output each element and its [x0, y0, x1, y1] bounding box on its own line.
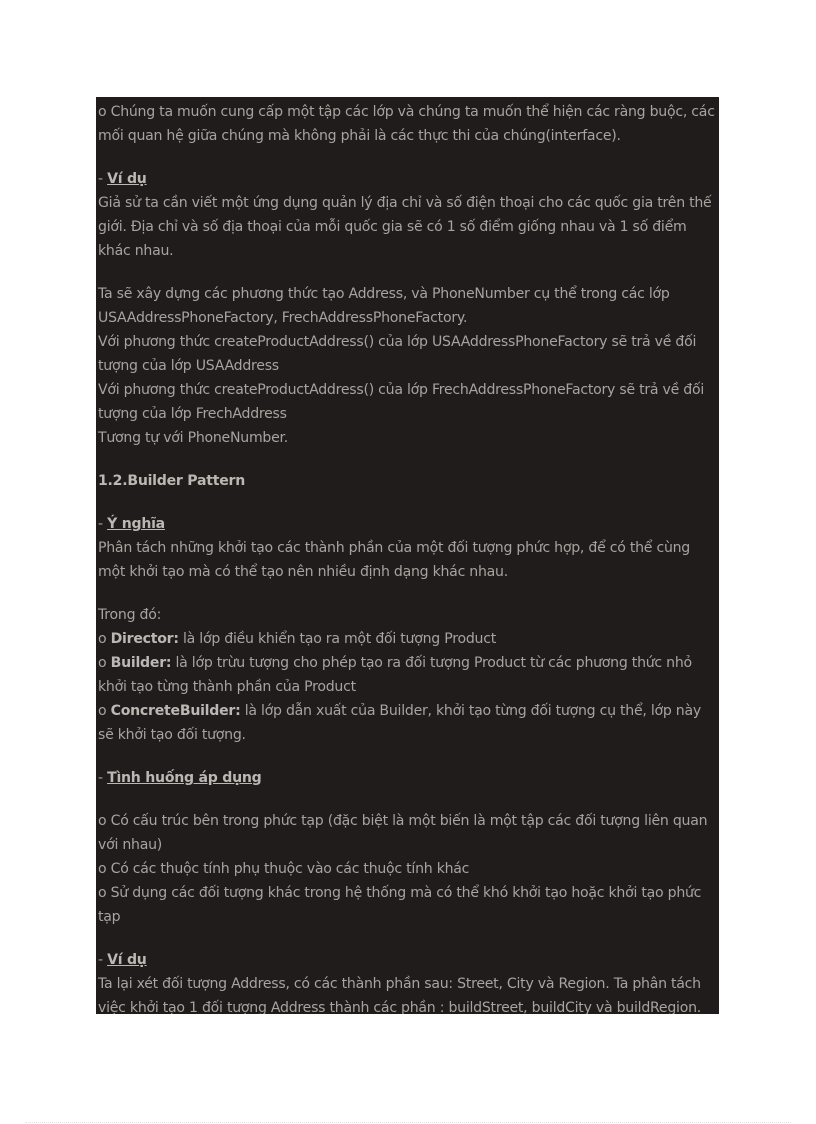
example2-heading: Ví dụ — [107, 952, 147, 968]
participant-item: o Builder: là lớp trừu tượng cho phép tạo ra đối tượng Product từ các phương thức nhỏ khởi tạo từng thành phần của Product — [98, 655, 692, 695]
participant-item: o Director: là lớp điều khiển tạo ra một đối tượng Product — [98, 631, 496, 647]
example1-paragraph: Giả sử ta cần viết một ứng dụng quản lý địa chỉ và số điện thoại cho các quốc gia trên thế giới. Địa chỉ và số địa thoại của mỗi quốc gia sẽ có 1 số điểm giống nhau và 1 số điểm khác nhau. — [98, 195, 712, 259]
participant-item: o ConcreteBuilder: là lớp dẫn xuất của Builder, khởi tạo từng đối tượng cụ thể, lớp này sẽ khởi tạo đối tượng. — [98, 703, 701, 743]
example1-detail-line: Tương tự với PhoneNumber. — [98, 430, 289, 446]
applicability-item: o Có các thuộc tính phụ thuộc vào các thuộc tính khác — [98, 861, 470, 877]
example2-heading-line: - Ví dụ — [98, 952, 147, 968]
example1-detail-line: Với phương thức createProductAddress() của lớp FrechAddressPhoneFactory sẽ trả về đối tượng của lớp FrechAddress — [98, 382, 705, 422]
section-title: 1.2.Builder Pattern — [98, 473, 245, 489]
example1-heading: Ví dụ — [107, 171, 147, 187]
intro-paragraph: o Chúng ta muốn cung cấp một tập các lớp và chúng ta muốn thể hiện các ràng buộc, các mối quan hệ giữa chúng mà không phải là các thực thi của chúng(interface). — [98, 104, 715, 144]
example1-detail-line: Với phương thức createProductAddress() của lớp USAAddressPhoneFactory sẽ trả về đối tượng của lớp USAAddress — [98, 334, 697, 374]
participant-term: Director: — [110, 631, 179, 647]
participant-term: Builder: — [110, 655, 172, 671]
example2-paragraph: Ta lại xét đối tượng Address, có các thành phần sau: Street, City và Region. Ta phân tách việc khởi tạo 1 đối tượng Address thành các phần : buildStreet, buildCity và buildRegion. — [98, 976, 701, 1014]
example1-detail-line: Ta sẽ xây dựng các phương thức tạo Address, và PhoneNumber cụ thể trong các lớp USAAddressPhoneFactory, FrechAddressPhoneFactory. — [98, 286, 670, 326]
document-panel — [96, 97, 719, 1014]
applicability-heading-line: - Tình huống áp dụng — [98, 770, 262, 786]
applicability-item: o Sử dụng các đối tượng khác trong hệ thống mà có thể khó khởi tạo hoặc khởi tạo phức tạp — [98, 885, 702, 925]
meaning-heading-line: - Ý nghĩa — [98, 516, 165, 532]
participants-intro: Trong đó: — [98, 607, 162, 623]
example1-heading-line: - Ví dụ — [98, 171, 147, 187]
meaning-heading: Ý nghĩa — [107, 516, 165, 532]
participant-term: ConcreteBuilder: — [110, 703, 241, 719]
applicability-heading: Tình huống áp dụng — [107, 770, 262, 786]
meaning-paragraph: Phân tách những khởi tạo các thành phần của một đối tượng phức hợp, để có thể cùng một khởi tạo mà có thể tạo nên nhiều định dạng khác nhau. — [98, 540, 691, 580]
applicability-item: o Có cấu trúc bên trong phức tạp (đặc biệt là một biến là một tập các đối tượng liên quan với nhau) — [98, 813, 708, 853]
